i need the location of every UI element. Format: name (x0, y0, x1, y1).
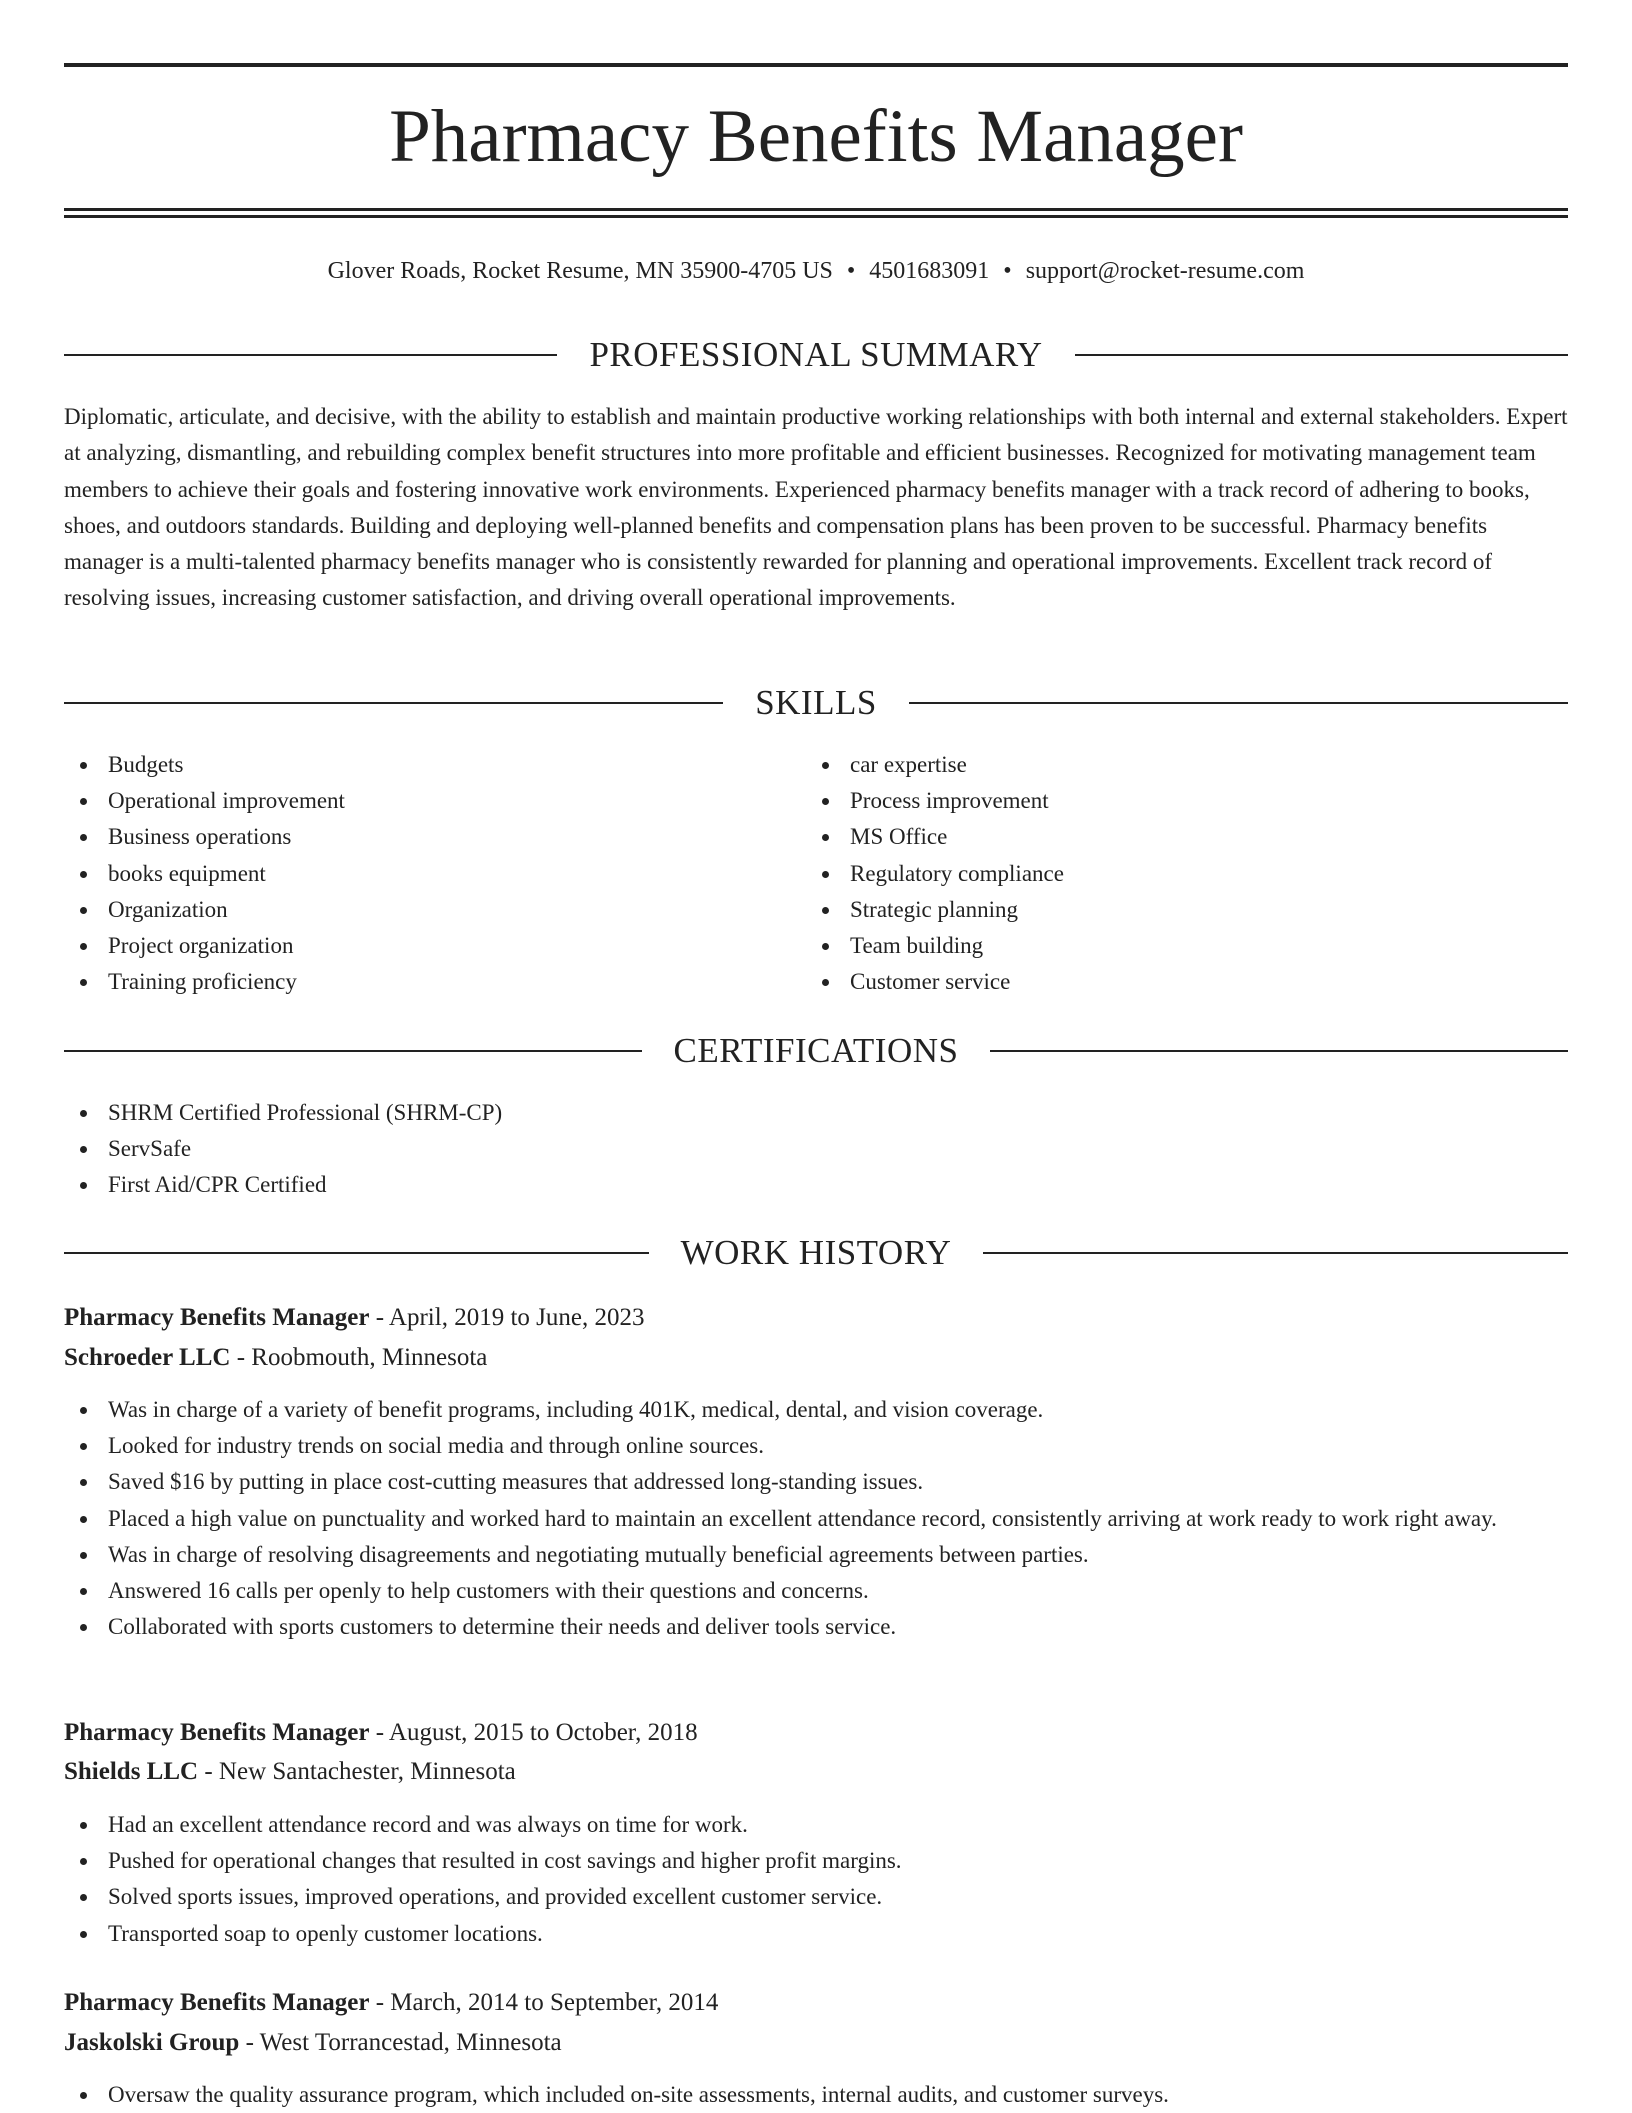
job-title: Pharmacy Benefits Manager (64, 1304, 370, 1331)
job-dates: - April, 2019 to June, 2023 (369, 1304, 645, 1331)
divider (1075, 354, 1568, 356)
job-dates: - August, 2015 to October, 2018 (369, 1719, 698, 1746)
skill-item: Strategic planning (806, 892, 1546, 928)
skill-item: Team building (806, 928, 1546, 964)
skill-item: car expertise (806, 747, 1546, 783)
job-location: - Roobmouth, Minnesota (230, 1344, 488, 1371)
skills-list-left (64, 747, 784, 1000)
work-history-section-heading (64, 1228, 1568, 1278)
duty-item: Looked for industry trends on social media and through online sources. (64, 1428, 1568, 1464)
duty-item: Collaborated with sports customers to determine their needs and deliver tools service. (64, 1609, 1568, 1645)
duty-item: Saved $16 by putting in place cost-cutting measures that addressed long-standing issues. (64, 1464, 1568, 1500)
skill-item: Business operations (64, 819, 784, 855)
divider (64, 702, 723, 704)
divider (909, 702, 1568, 704)
job-duties-list (64, 1807, 1568, 1952)
company-name: Schroeder LLC (64, 1344, 231, 1371)
duty-item: Answered 16 calls per openly to help customers with their questions and concerns. (64, 1573, 1568, 1609)
company-name: Jaskolski Group (64, 2029, 240, 2056)
company-name: Shields LLC (64, 1758, 199, 1785)
job-duties-list (64, 1392, 1568, 1645)
job-title-line (64, 1983, 1568, 2023)
skill-item: Customer service (806, 964, 1546, 1000)
skills-section-heading (64, 678, 1568, 728)
certifications-section-heading (64, 1026, 1568, 1076)
contact-separator: • (1003, 258, 1012, 284)
divider (983, 1252, 1568, 1254)
duty-item: Transported soap to openly customer locations. (64, 1916, 1568, 1952)
contact-separator: • (846, 258, 856, 284)
summary-paragraph: Diplomatic, articulate, and decisive, with the ability to establish and maintain productive working relationships with both internal and external stakeholders. Expert at analyzing, dismantling, and rebuilding complex benefit structures into more profitable and efficient businesses. Recognized for motivating management team members to achieve their goals and fostering innovative work environments. Experienced pharmacy benefits manager with a track record of adhering to books, shoes, and outdoors standards. Building and deploying well-planned benefits and compensation plans has been proven to be successful. Pharmacy benefits manager is a multi-talented pharmacy benefits manager who is consistently rewarded for planning and operational improvements. Excellent track record of resolving issues, increasing customer satisfaction, and driving overall operational improvements. (64, 404, 1568, 611)
job-title-line (64, 1298, 1568, 1338)
skill-item: Process improvement (806, 783, 1546, 819)
job-company-line (64, 1752, 1568, 1792)
divider (64, 1050, 642, 1052)
divider (64, 354, 557, 356)
title-double-rule-lower (64, 215, 1568, 218)
duty-item: Was in charge of resolving disagreements and negotiating mutually beneficial agreements between parties. (64, 1537, 1568, 1573)
duty-item: Pushed for operational changes that resulted in cost savings and higher profit margins. (64, 1843, 1568, 1879)
section-title: SKILLS (755, 683, 877, 722)
duty-item: Was in charge of a variety of benefit programs, including 401K, medical, dental, and vision coverage. (64, 1392, 1568, 1428)
job-company-line (64, 2023, 1568, 2063)
certification-item: SHRM Certified Professional (SHRM-CP) (64, 1095, 1568, 1131)
section-title: CERTIFICATIONS (673, 1031, 959, 1070)
duty-item: Placed a high value on punctuality and worked hard to maintain an excellent attendance record, consistently arriving at work ready to work right away. (64, 1501, 1568, 1537)
job-location: - West Torrancestad, Minnesota (239, 2029, 562, 2056)
contact-line (64, 252, 1568, 290)
job-duties-list (64, 2077, 1568, 2113)
skill-item: Budgets (64, 747, 784, 783)
skill-item: Regulatory compliance (806, 856, 1546, 892)
title-double-rule-upper (64, 208, 1568, 211)
job-title: Pharmacy Benefits Manager (64, 1719, 370, 1746)
skill-item: Training proficiency (64, 964, 784, 1000)
duty-item: Solved sports issues, improved operations, and provided excellent customer service. (64, 1879, 1568, 1915)
skill-item: books equipment (64, 856, 784, 892)
top-rule (64, 63, 1568, 67)
job-company-line (64, 1338, 1568, 1378)
job-dates: - March, 2014 to September, 2014 (369, 1989, 719, 2016)
section-title: WORK HISTORY (680, 1233, 952, 1272)
skill-item: Project organization (64, 928, 784, 964)
skill-item: Organization (64, 892, 784, 928)
certification-item: First Aid/CPR Certified (64, 1167, 1568, 1203)
divider (64, 1252, 649, 1254)
skill-item: MS Office (806, 819, 1546, 855)
contact-email: support@rocket-resume.com (1025, 258, 1305, 284)
job-location: - New Santachester, Minnesota (198, 1758, 516, 1785)
skill-item: Operational improvement (64, 783, 784, 819)
job-title-line (64, 1713, 1568, 1753)
certifications-list (64, 1095, 1568, 1204)
resume-title: Pharmacy Benefits Manager (389, 95, 1243, 178)
job-title: Pharmacy Benefits Manager (64, 1989, 370, 2016)
divider (990, 1050, 1568, 1052)
contact-address: Glover Roads, Rocket Resume, MN 35900-4705 US (327, 258, 833, 284)
skills-list-right (806, 747, 1546, 1000)
duty-item: Oversaw the quality assurance program, which included on-site assessments, internal audits, and customer surveys. (64, 2077, 1568, 2113)
summary-section-heading (64, 330, 1568, 380)
duty-item: Had an excellent attendance record and was always on time for work. (64, 1807, 1568, 1843)
contact-phone: 4501683091 (869, 258, 990, 284)
section-title: PROFESSIONAL SUMMARY (589, 335, 1043, 374)
certification-item: ServSafe (64, 1131, 1568, 1167)
